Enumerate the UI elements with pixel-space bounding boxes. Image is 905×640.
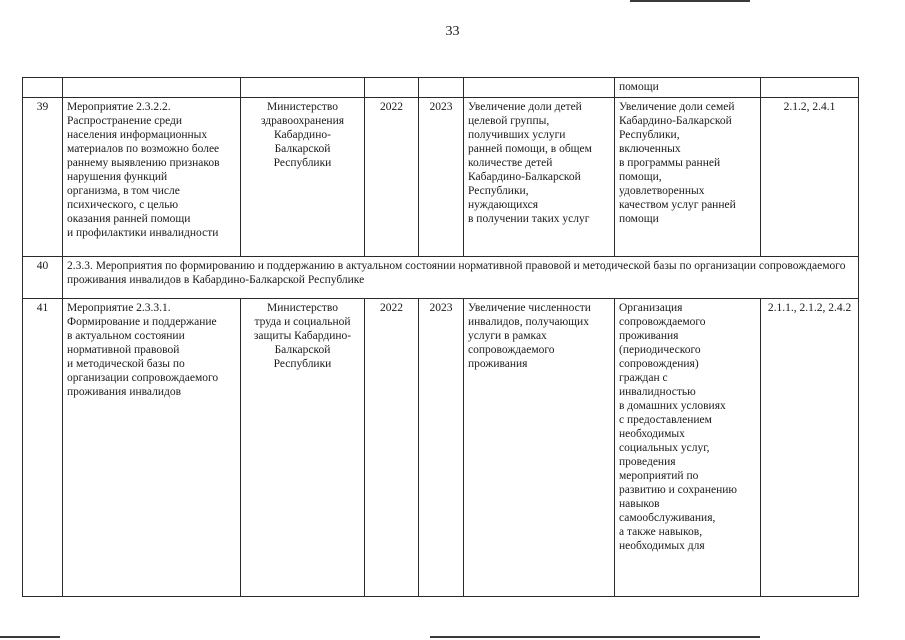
indicator-cell: Увеличение численности инвалидов, получающих услуги в рамках сопровождаемого проживания — [464, 298, 615, 596]
scan-artifact-bottom-right — [430, 636, 760, 638]
executor-cell: Министерство здравоохранения Кабардино- Балкарской Республики — [241, 97, 365, 256]
start-year-cell: 2022 — [365, 97, 419, 256]
start-year-cell — [365, 78, 419, 98]
event-cell: Мероприятие 2.3.2.2. Распространение среди населения информационных материалов по возможно более раннему выявлению признаков нарушения функций организма, в том числе психического, с целью оказания ранней помощи и профилактики инвалидности — [63, 97, 241, 256]
end-year-cell: 2023 — [419, 298, 464, 596]
table-row — [23, 97, 859, 256]
executor-cell: Министерство труда и социальной защиты Кабардино- Балкарской Республики — [241, 298, 365, 596]
end-year-cell: 2023 — [419, 97, 464, 256]
result-cell: Организация сопровождаемого проживания (периодического сопровождения) граждан с инвалидностью в домашних условиях с предоставлением необходимых социальных услуг, проведения мероприятий по развитию и сохранению навыков самообслуживания, а также навыков, необходимых для — [615, 298, 761, 596]
executor-cell — [241, 78, 365, 98]
table-row — [23, 256, 859, 298]
indicator-cell — [464, 78, 615, 98]
link-cell: 2.1.2, 2.4.1 — [761, 97, 859, 256]
indicator-cell: Увеличение доли детей целевой группы, получивших услуги ранней помощи, в общем количестве детей Кабардино-Балкарской Республики, нуждающихся в получении таких услуг — [464, 97, 615, 256]
row-number-cell — [23, 78, 63, 98]
section-heading-cell: 2.3.3. Мероприятия по формированию и поддержанию в актуальном состоянии нормативной правовой и методической базы по организации сопровождаемого проживания инвалидов в Кабардино-Балкарской Республике — [63, 256, 859, 298]
row-number-cell: 40 — [23, 256, 63, 298]
link-cell: 2.1.1., 2.1.2, 2.4.2 — [761, 298, 859, 596]
row-number-cell: 39 — [23, 97, 63, 256]
result-cell: Увеличение доли семей Кабардино-Балкарской Республики, включенных в программы ранней помощи, удовлетворенных качеством услуг ранней помощи — [615, 97, 761, 256]
event-cell: Мероприятие 2.3.3.1. Формирование и поддержание в актуальном состоянии нормативной правовой и методической базы по организации сопровождаемого проживания инвалидов — [63, 298, 241, 596]
result-cell: помощи — [615, 78, 761, 98]
link-cell — [761, 78, 859, 98]
end-year-cell — [419, 78, 464, 98]
program-events-table — [22, 77, 859, 597]
row-number-cell: 41 — [23, 298, 63, 596]
scan-artifact-top — [630, 0, 750, 2]
scan-artifact-bottom-left — [0, 636, 60, 638]
table-row — [23, 298, 859, 596]
start-year-cell: 2022 — [365, 298, 419, 596]
event-cell — [63, 78, 241, 98]
table-row — [23, 78, 859, 98]
page-number: 33 — [445, 24, 460, 39]
